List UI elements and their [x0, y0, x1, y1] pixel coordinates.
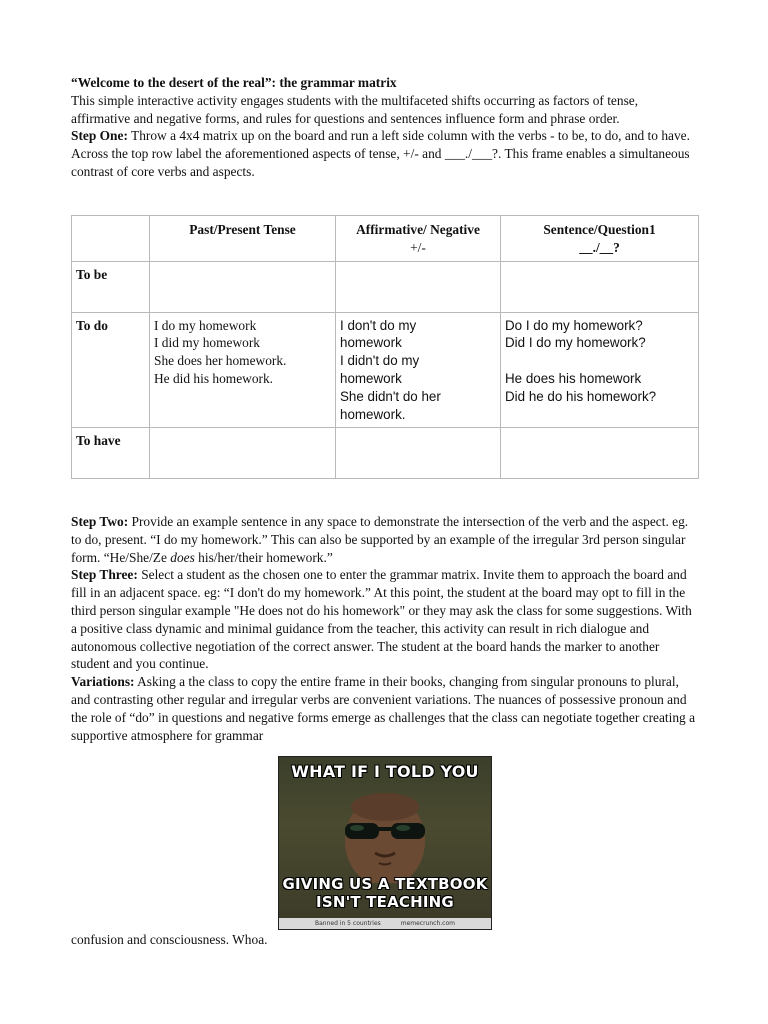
cell-to-do-sentence-question [501, 312, 699, 428]
steps-section [71, 513, 697, 744]
meme-top-text: WHAT IF I TOLD YOU [291, 762, 479, 781]
cell-line: Do I do my homework? [505, 317, 643, 333]
row-label-to-be: To be [72, 261, 150, 312]
variations-text: Asking a the class to copy the entire frame in their books, changing from singular pronouns to plural, and contrasting other regular and irregular verbs are convenient variations. The nuances of possessive pronoun and the role of “do” in questions and negative forms emerge as challenges that the class can negotiate together creating a supportive atmosphere for grammar [71, 674, 696, 743]
header-sentence-question-symbol: __./__? [579, 239, 620, 255]
meme-bottom-text [279, 875, 491, 911]
cell-to-be-tense [150, 261, 336, 312]
cell-line: Did I do my homework? [505, 335, 646, 351]
header-cell-tense: Past/Present Tense [150, 216, 336, 262]
closing-section [71, 931, 697, 949]
step-two-paragraph [71, 513, 697, 566]
table-row-to-be [72, 261, 699, 312]
meme-image [278, 756, 492, 930]
step-two-italic: does [170, 549, 195, 565]
cell-line: He does his homework [505, 370, 642, 386]
header-aff-neg-label: Affirmative/ Negative [356, 222, 480, 237]
cell-line: I don't do my [340, 317, 417, 333]
intro-section [71, 74, 697, 181]
cell-to-have-sentence-question [501, 428, 699, 479]
cell-line: She didn't do her [340, 388, 441, 404]
cell-line: I didn't do my [340, 353, 420, 369]
table-row-to-do [72, 312, 699, 428]
cell-to-do-tense [150, 312, 336, 428]
intro-paragraph: This simple interactive activity engages students with the multifaceted shifts occurring as factors of tense, affirmative and negative forms, and rules for questions and sentences influence form and phrase order. [71, 92, 639, 126]
header-cell-sentence-question [501, 216, 699, 262]
cell-line: homework [340, 335, 402, 351]
table-header-row [72, 216, 699, 262]
cell-line: homework [340, 370, 402, 386]
meme-bottom-line-1: GIVING US A TEXTBOOK [282, 875, 488, 893]
step-three-text: Select a student as the chosen one to enter the grammar matrix. Invite them to approach the board and fill in an adjacent space. eg: “I don't do my homework.” At this point, the student at the board may opt to fill in the third person singular example "He does not do his homework" or they may ask the class for some suggestions. With a positive class dynamic and minimal guidance from the teacher, this activity can result in rich dialogue and autonomous collective negotiation of the correct answer. The student at the board hands the marker to another student and you continue. [71, 567, 692, 672]
table-row-to-have [72, 428, 699, 479]
header-sentence-question-label: Sentence/Question1 [543, 222, 656, 237]
step-two-text-end: his/her/their homework.” [194, 549, 333, 565]
variations-label: Variations: [71, 674, 135, 690]
header-aff-neg-symbol: +/- [410, 239, 426, 255]
grammar-matrix-table [71, 215, 699, 479]
step-three-paragraph [71, 566, 697, 673]
page-title: “Welcome to the desert of the real”: the grammar matrix [71, 75, 397, 90]
header-cell-aff-neg [336, 216, 501, 262]
cell-line: homework. [340, 406, 406, 422]
cell-line: He did his homework. [154, 370, 274, 386]
row-label-to-do: To do [72, 312, 150, 428]
header-cell-empty [72, 216, 150, 262]
step-one-label: Step One: [71, 128, 128, 144]
step-two-text: Provide an example sentence in any space to demonstrate the intersection of the verb and the aspect. eg. to do, present. “I do my homework.” This can also be supported by an example of the irregular 3rd person singular form. “He/She/Ze [71, 514, 689, 565]
cell-line: I did my homework [154, 335, 260, 351]
morpheus-face-illustration [329, 787, 441, 883]
step-two-label: Step Two: [71, 514, 129, 529]
meme-bottom-line-2: ISN'T TEACHING [316, 893, 454, 911]
cell-line: Did he do his homework? [505, 388, 657, 404]
meme-footer-left: Banned in 5 countries [315, 920, 381, 927]
cell-blank-line [505, 352, 694, 370]
meme-footer [279, 918, 491, 929]
cell-to-be-aff-neg [336, 261, 501, 312]
step-one-paragraph [71, 127, 697, 180]
meme-footer-right: memecrunch.com [400, 920, 455, 927]
cell-to-have-aff-neg [336, 428, 501, 479]
closing-paragraph: confusion and consciousness. Whoa. [71, 932, 268, 947]
step-three-label: Step Three: [71, 567, 138, 583]
cell-line: She does her homework. [154, 353, 287, 369]
cell-to-do-aff-neg [336, 312, 501, 428]
step-one-text: Throw a 4x4 matrix up on the board and run a left side column with the verbs - to be, to do, and to have. Across the top row label the aforementioned aspects of tense, +/- and ___./___?. This frame enables a simultaneous contrast of core verbs and aspects. [71, 128, 690, 179]
cell-line: I do my homework [154, 317, 257, 333]
cell-to-be-sentence-question [501, 261, 699, 312]
row-label-to-have: To have [72, 428, 150, 479]
variations-paragraph [71, 673, 697, 744]
cell-to-have-tense [150, 428, 336, 479]
